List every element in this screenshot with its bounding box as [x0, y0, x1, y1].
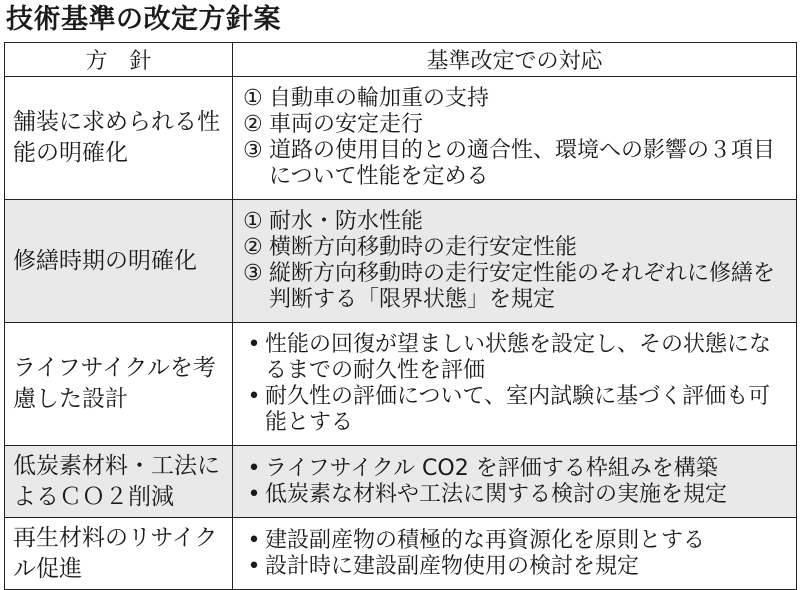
- policy-cell: 舗装に求められる性能の明確化: [5, 77, 233, 200]
- item-text: 低炭素な材料や工法に関する検討の実施を規定: [265, 481, 728, 507]
- bullet-marker: •: [247, 455, 261, 481]
- bullet-marker: •: [247, 553, 261, 579]
- item-text: 車両の安定走行: [269, 112, 424, 137]
- bullet-marker: •: [247, 332, 261, 357]
- list-item: [243, 332, 790, 384]
- response-cell: [233, 518, 797, 590]
- table-row: [5, 323, 797, 446]
- list-item: [243, 554, 790, 580]
- table-row: [5, 200, 797, 323]
- policy-cell: 修繕時期の明確化: [5, 200, 233, 323]
- policy-cell: ライフサイクルを考慮した設計: [5, 323, 233, 446]
- list-item: [243, 112, 790, 138]
- response-cell: [233, 200, 797, 323]
- item-text: 耐久性の評価について、室内試験に基づく評価も可能とする: [265, 384, 771, 435]
- policy-cell: 再生材料のリサイクル促進: [5, 518, 233, 590]
- bullet-marker: •: [247, 384, 261, 409]
- policy-cell: 低炭素材料・工法によるＣＯ２削減: [5, 446, 233, 518]
- item-marker: ③: [243, 138, 263, 163]
- list-item: [243, 261, 790, 313]
- item-text: ライフサイクル CO2 を評価する枠組みを構築: [265, 455, 718, 481]
- policy-table: [4, 42, 797, 590]
- item-text: 道路の使用目的との適合性、環境への影響の３項目について性能を定める: [269, 138, 776, 189]
- table-row: [5, 446, 797, 518]
- header-response: 基準改定での対応: [233, 43, 797, 77]
- list-item: [243, 86, 790, 112]
- response-cell: [233, 323, 797, 446]
- item-text: 自動車の輪加重の支持: [269, 86, 490, 111]
- list-item: [243, 528, 790, 554]
- list-item: [243, 384, 790, 436]
- item-marker: ①: [243, 209, 263, 234]
- bullet-marker: •: [247, 527, 261, 553]
- list-item: [243, 235, 790, 261]
- table-row: [5, 518, 797, 590]
- item-marker: ②: [243, 235, 263, 260]
- header-policy: 方 針: [5, 43, 233, 77]
- table-row: [5, 77, 797, 200]
- table-header-row: [5, 43, 797, 77]
- list-item: [243, 456, 790, 482]
- item-text: 性能の回復が望ましい状態を設定し、その状態になるまでの耐久性を評価: [265, 332, 772, 383]
- item-text: 耐水・防水性能: [269, 209, 424, 234]
- item-marker: ③: [243, 261, 263, 286]
- item-marker: ②: [243, 112, 263, 137]
- response-cell: [233, 446, 797, 518]
- list-item: [243, 209, 790, 235]
- bullet-marker: •: [247, 481, 261, 507]
- item-marker: ①: [243, 86, 263, 111]
- list-item: [243, 138, 790, 190]
- response-cell: [233, 77, 797, 200]
- list-item: [243, 482, 790, 508]
- page-title: 技術基準の改定方針案: [6, 4, 281, 35]
- item-text: 横断方向移動時の走行安定性能: [269, 235, 578, 260]
- item-text: 建設副産物の積極的な再資源化を原則とする: [265, 527, 706, 553]
- item-text: 縦断方向移動時の走行安定性能のそれぞれに修繕を判断する「限界状態」を規定: [269, 261, 776, 312]
- item-text: 設計時に建設副産物使用の検討を規定: [265, 553, 640, 579]
